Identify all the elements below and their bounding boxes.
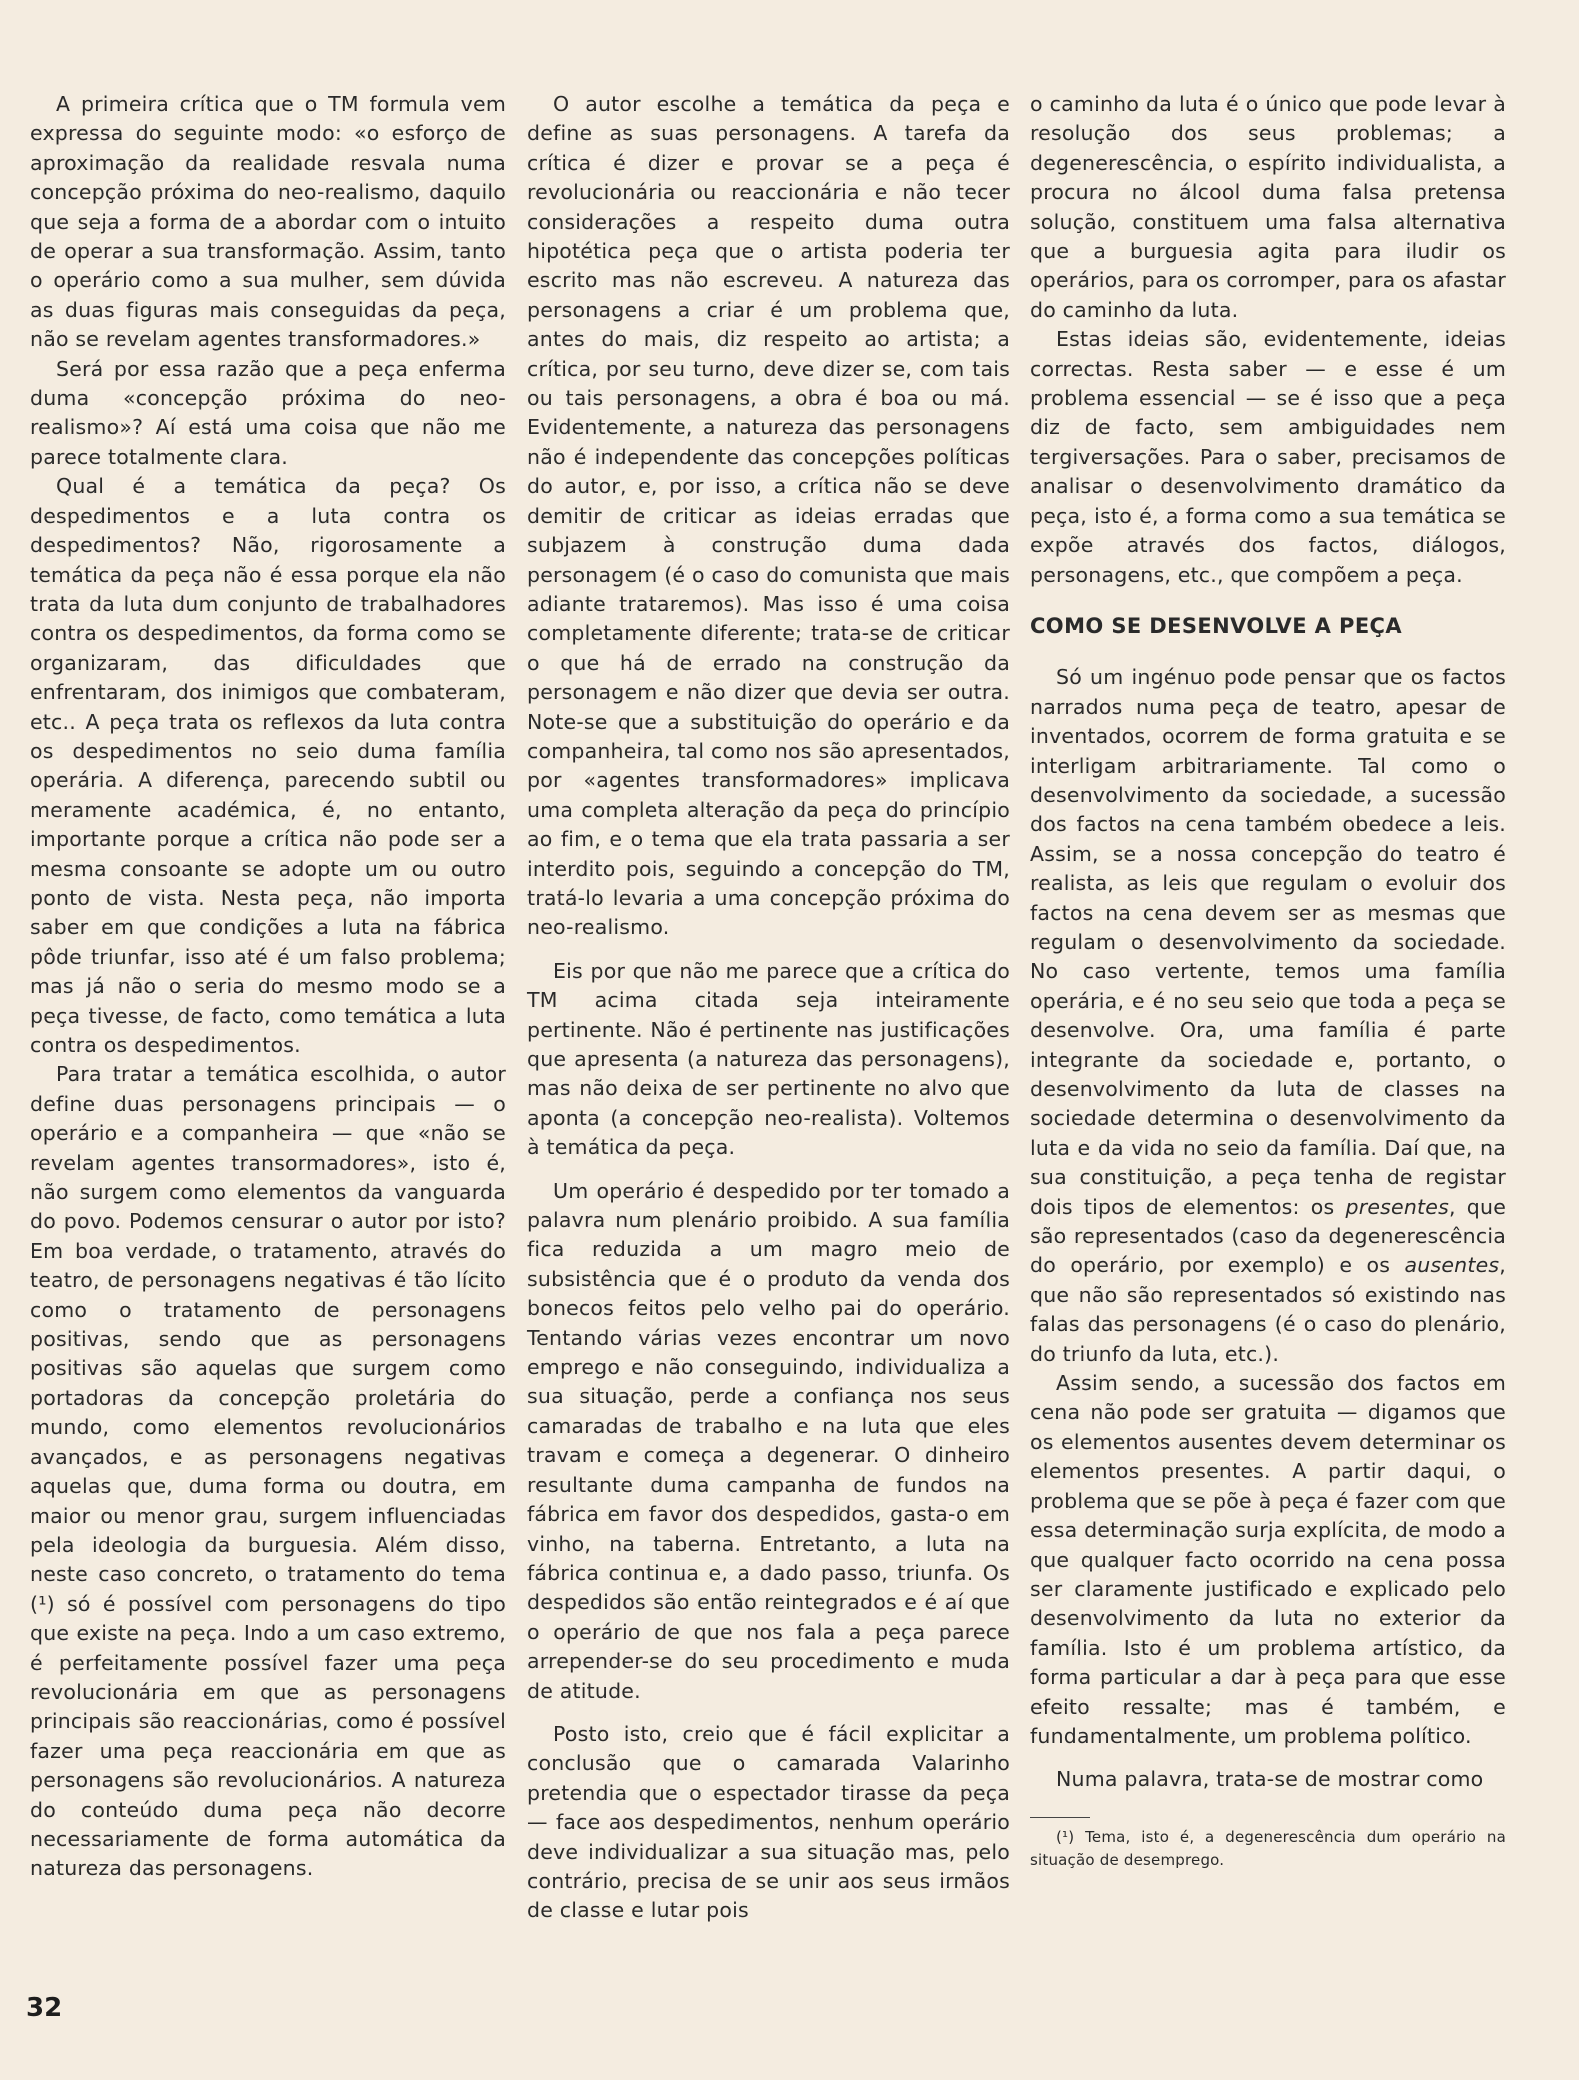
paragraph <box>1030 663 1506 1369</box>
paragraph: Posto isto, creio que é fácil explicitar a conclusão que o camarada Valarinho pretendia que o espectador tirasse da peça — face aos despedimentos, nenhum operário deve individualizar a sua situação mas, pelo contrário, precisa de se unir aos seus irmãos de classe e lutar pois <box>527 1721 1010 1923</box>
paragraph: A primeira crítica que o TM formula vem expressa do seguinte modo: «o esforço de aproximação da realidade resvala numa concepção próxima do neo-realismo, daquilo que seja a forma de a abordar com o intuito de operar a sua transformação. Assim, tanto o operário como a sua mulher, sem dúvida as duas figuras mais conseguidas da peça, não se revelam agentes transformadores.» <box>30 92 506 352</box>
footnote: (¹) Tema, isto é, a degenerescência dum operário na situação de desemprego. <box>1030 1827 1506 1869</box>
text-run: Só um ingénuo pode pensar que os factos narrados numa peça de teatro, apesar de inventados, ocorrem de forma gratuita e se interligam arbitrariamente. Tal como o desenvolvimento da sociedade, a sucessão dos factos na cena também obedece a leis. Assim, se a nossa concepção do teatro é realista, as leis que regulam o evoluir dos factos na cena devem ser as mesmas que regulam o desenvolvimento da sociedade. No caso vertente, temos uma família operária, e é no seu seio que toda a peça se desenvolve. Ora, uma família é parte integrante da sociedade e, portanto, o desenvolvimento da luta de classes na sociedade determina o desenvolvimento da luta e da vida no seio da família. Daí que, na sua constituição, a peça tenha de registar dois tipos de elementos: os <box>1030 665 1506 1219</box>
section-heading: COMO SE DESENVOLVE A PEÇA <box>1030 613 1403 638</box>
paragraph: O autor escolhe a temática da peça e define as suas personagens. A tarefa da crítica é dizer e provar se a peça é revolucionária ou reaccionária e não tecer considerações a respeito duma outra hipotética peça que o artista poderia ter escrito mas não escreveu. A natureza das personagens a criar é um problema que, antes do mais, diz respeito ao artista; a crítica, por seu turno, deve dizer se, com tais ou tais personagens, a obra é boa ou má. Evidentemente, a natureza das personagens não é independente das concepções políticas do autor, e, por isso, a crítica não se deve demitir de criticar as ideias erradas que subjazem à construção duma dada personagem (é o caso do comunista que mais adiante trataremos). Mas isso é uma coisa completamente diferente; trata-se de criticar o que há de errado na construção da personagem e não dizer que devia ser outra. Note-se que a substituição do operário e da companheira, tal como nos são apresentados, por «agentes transformadores» implicava uma completa alteração da peça do princípio ao fim, e o tema que ela trata passaria a ser interdito pois, seguindo a concepção do TM, tratá-lo levaria a uma concepção próxima do neo-realismo. <box>527 92 1010 940</box>
text-run: , que são representados (caso da degenerescência do operário, por exemplo) e os <box>1030 1194 1507 1278</box>
page-number: 32 <box>26 1993 63 2023</box>
emphasis-ausentes: ausentes <box>1404 1253 1500 1278</box>
paragraph: Um operário é despedido por ter tomado a palavra num plenário proibido. A sua família fica reduzida a um magro meio de subsistência que é o produto da venda dos bonecos feitos pelo velho pai do operário. Tentando várias vezes encontrar um novo emprego e não conseguindo, individualiza a sua situação, perde a confiança nos seus camaradas de trabalho e na luta que eles travam e começa a degenerar. O dinheiro resultante duma campanha de fundos na fábrica em favor dos despedidos, gasta-o em vinho, na taberna. Entretanto, a luta na fábrica continua e, a dado passo, triunfa. Os despedidos são então reintegrados e é aí que o operário de que nos fala a peça parece arrepender-se do seu procedimento e muda de atitude. <box>527 1178 1010 1703</box>
paragraph: Qual é a temática da peça? Os despedimentos e a luta contra os despedimentos? Não, rigorosamente a temática da peça não é essa porque ela não trata da luta dum conjunto de trabalhadores contra os despedimentos, da forma como se organizaram, das dificuldades que enfrentaram, dos inimigos que combateram, etc.. A peça trata os reflexos da luta contra os despedimentos no seio duma família operária. A diferença, parecendo subtil ou meramente académica, é, no entanto, importante porque a crítica não pode ser a mesma consoante se adopte um ou outro ponto de vista. Nesta peça, não importa saber em que condições a luta na fábrica pôde triunfar, isso até é um falso problema; mas já não o seria do mesmo modo se a peça tivesse, de facto, como temática a luta contra os despedimentos. <box>30 474 506 1057</box>
paragraph: Para tratar a temática escolhida, o autor define duas personagens principais — o operário e a companheira — que «não se revelam agentes transormadores», isto é, não surgem como elementos da vanguarda do povo. Podemos censurar o autor por isto? Em boa verdade, o tratamento, através do teatro, de personagens negativas é tão lícito como o tratamento de personagens positivas, sendo que as personagens positivas são aquelas que surgem como portadoras da concepção proletária do mundo, como elementos revolucionários avançados, e as personagens negativas aquelas que, duma forma ou doutra, em maior ou menor grau, surgem influenciadas pela ideologia da burguesia. Além disso, neste caso concreto, o tratamento do tema (¹) só é possível com personagens do tipo que existe na peça. Indo a um caso extremo, é perfeitamente possível fazer uma peça revolucionária em que as personagens principais são reaccionárias, como é possível fazer uma peça reaccionária em que as personagens são revolucionários. A natureza do conteúdo duma peça não decorre necessariamente de forma automática da natureza das personagens. <box>30 1062 506 1881</box>
paragraph: Estas ideias são, evidentemente, ideias correctas. Resta saber — e esse é um problema essencial — se é isso que a peça diz de facto, sem ambiguidades nem tergiversações. Para o saber, precisamos de analisar o desenvolvimento dramático da peça, isto é, a forma como a sua temática se expõe através dos factos, diálogos, personagens, etc., que compõem a peça. <box>1030 327 1506 587</box>
text-run: , que não são representados só existindo nas falas das personagens (é o caso do plenário, do triunfo da luta, etc.). <box>1030 1253 1506 1366</box>
paragraph: Assim sendo, a sucessão dos factos em cena não pode ser gratuita — digamos que os elementos ausentes devem determinar os elementos presentes. A partir daqui, o problema que se põe à peça é fazer com que essa determinação surja explícita, de modo a que qualquer facto ocorrido na cena possa ser claramente justificado e explicado pelo desenvolvimento da luta no exterior da família. Isto é um problema artístico, da forma particular a dar à peça para que esse efeito ressalte; mas é também, e fundamentalmente, um problema político. <box>1030 1371 1506 1748</box>
column-2 <box>527 90 1010 1926</box>
paragraph: Será por essa razão que a peça enferma duma «concepção próxima do neo-realismo»? Aí está uma coisa que não me parece totalmente clara. <box>30 356 506 469</box>
footnote-rule <box>1030 1817 1090 1818</box>
column-3 <box>1030 90 1506 1872</box>
paragraph: Numa palavra, trata-se de mostrar como <box>1056 1767 1484 1792</box>
paragraph: Eis por que não me parece que a crítica do TM acima citada seja inteiramente pertinente. Não é pertinente nas justificações que apresenta (a natureza das personagens), mas não deixa de ser pertinente no alvo que aponta (a concepção neo-realista). Voltemos à temática da peça. <box>527 958 1010 1160</box>
paragraph: o caminho da luta é o único que pode levar à resolução dos seus problemas; a degenerescência, o espírito individualista, a procura no álcool duma falsa pretensa solução, constituem uma falsa alternativa que a burguesia agita para iludir os operários, para os corromper, para os afastar do caminho da luta. <box>1030 92 1506 322</box>
emphasis-presentes: presentes <box>1345 1194 1449 1219</box>
column-1 <box>30 90 506 1884</box>
